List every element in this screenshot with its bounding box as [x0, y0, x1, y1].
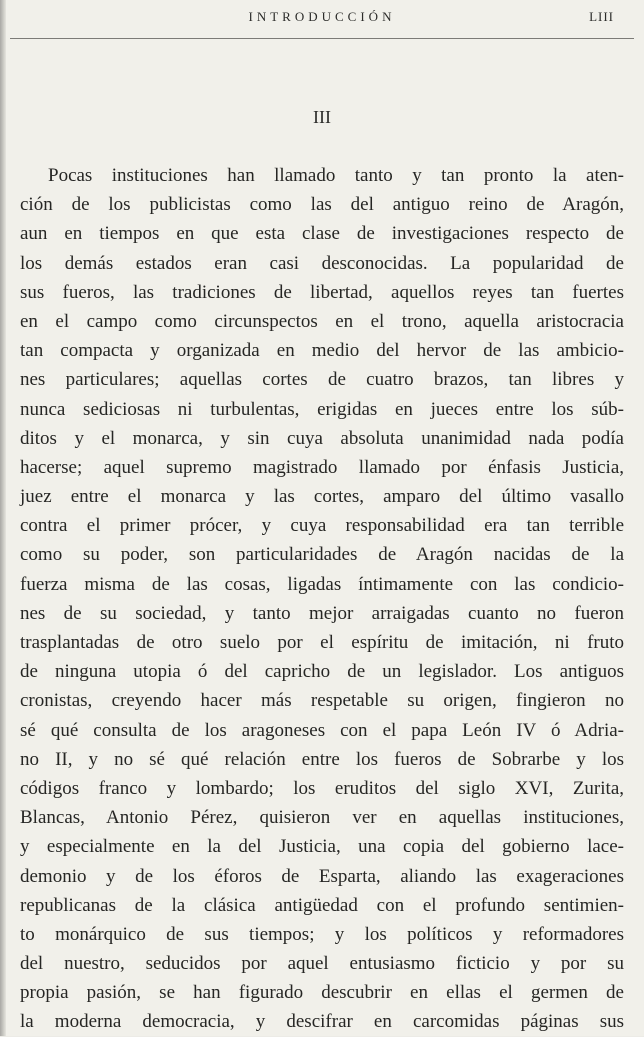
text-line: republicanas de la clásica antigüedad con el profundo sentimien- [20, 894, 624, 916]
text-line: cronistas, creyendo hacer más respetable su origen, fingieron no [20, 690, 624, 712]
text-line: del nuestro, seducidos por aquel entusiasmo ficticio y por su [20, 953, 624, 975]
text-line: en el campo como circunspectos en el trono, aquella aristocracia [20, 310, 624, 332]
text-line: contra el primer prócer, y cuya responsabilidad era tan terrible [20, 515, 624, 537]
text-line: juez entre el monarca y las cortes, amparo del último vasallo [20, 486, 624, 508]
text-line: Pocas instituciones han llamado tanto y tan pronto la aten- [48, 165, 624, 186]
text-line: sus fueros, las tradiciones de libertad, aquellos reyes tan fuertes [20, 281, 624, 303]
running-head [0, 9, 644, 29]
text-line: códigos franco y lombardo; los eruditos del siglo XVI, Zurita, [20, 777, 624, 799]
text-line: sé qué consulta de los aragoneses con el papa León IV ó Adria- [20, 719, 624, 741]
text-line: to monárquico de sus tiempos; y los políticos y reformadores [20, 923, 624, 945]
text-line: hacerse; aquel supremo magistrado llamado por énfasis Justicia, [20, 456, 624, 478]
text-line: como su poder, son particularidades de Aragón nacidas de la [20, 544, 624, 566]
text-line: tan compacta y organizada en medio del hervor de las ambicio- [20, 340, 624, 362]
paragraph [20, 161, 624, 1037]
text-line: demonio y de los éforos de Esparta, aliando las exageraciones [20, 865, 624, 887]
page-gutter-shadow [0, 0, 6, 1036]
page-number: LIII [589, 9, 614, 24]
text-line: nes particulares; aquellas cortes de cuatro brazos, tan libres y [20, 369, 624, 391]
header-rule [10, 38, 634, 39]
text-line: aun en tiempos en que esta clase de investigaciones respecto de [20, 223, 624, 245]
text-line: nes de su sociedad, y tanto mejor arraigadas cuanto no fueron [20, 602, 624, 624]
text-line: y especialmente en la del Justicia, una copia del gobierno lace- [20, 836, 624, 858]
text-line: de ninguna utopia ó del capricho de un legislador. Los antiguos [20, 661, 624, 683]
text-line: propia pasión, se han figurado descubrir en ellas el germen de [20, 982, 624, 1004]
text-line: trasplantadas de otro suelo por el espíritu de imitación, ni fruto [20, 632, 624, 653]
text-line: ción de los publicistas como las del antiguo reino de Aragón, [20, 194, 624, 216]
text-line: Blancas, Antonio Pérez, quisieron ver en aquellas instituciones, [20, 807, 624, 829]
text-line: ditos y el monarca, y sin cuya absoluta unanimidad nada podía [20, 427, 624, 449]
text-line: los demás estados eran casi desconocidas. La popularidad de [20, 252, 624, 274]
running-title: INTRODUCCIÓN [248, 9, 396, 24]
text-line: fuerza misma de las cosas, ligadas íntimamente con las condicio- [20, 573, 624, 595]
section-number: III [313, 107, 331, 127]
text-line: la moderna democracia, y descifrar en carcomidas páginas sus [20, 1011, 624, 1033]
text-line: nunca sediciosas ni turbulentas, erigidas en jueces entre los súb- [20, 398, 624, 420]
text-line: no II, y no sé qué relación entre los fueros de Sobrarbe y los [20, 748, 624, 770]
